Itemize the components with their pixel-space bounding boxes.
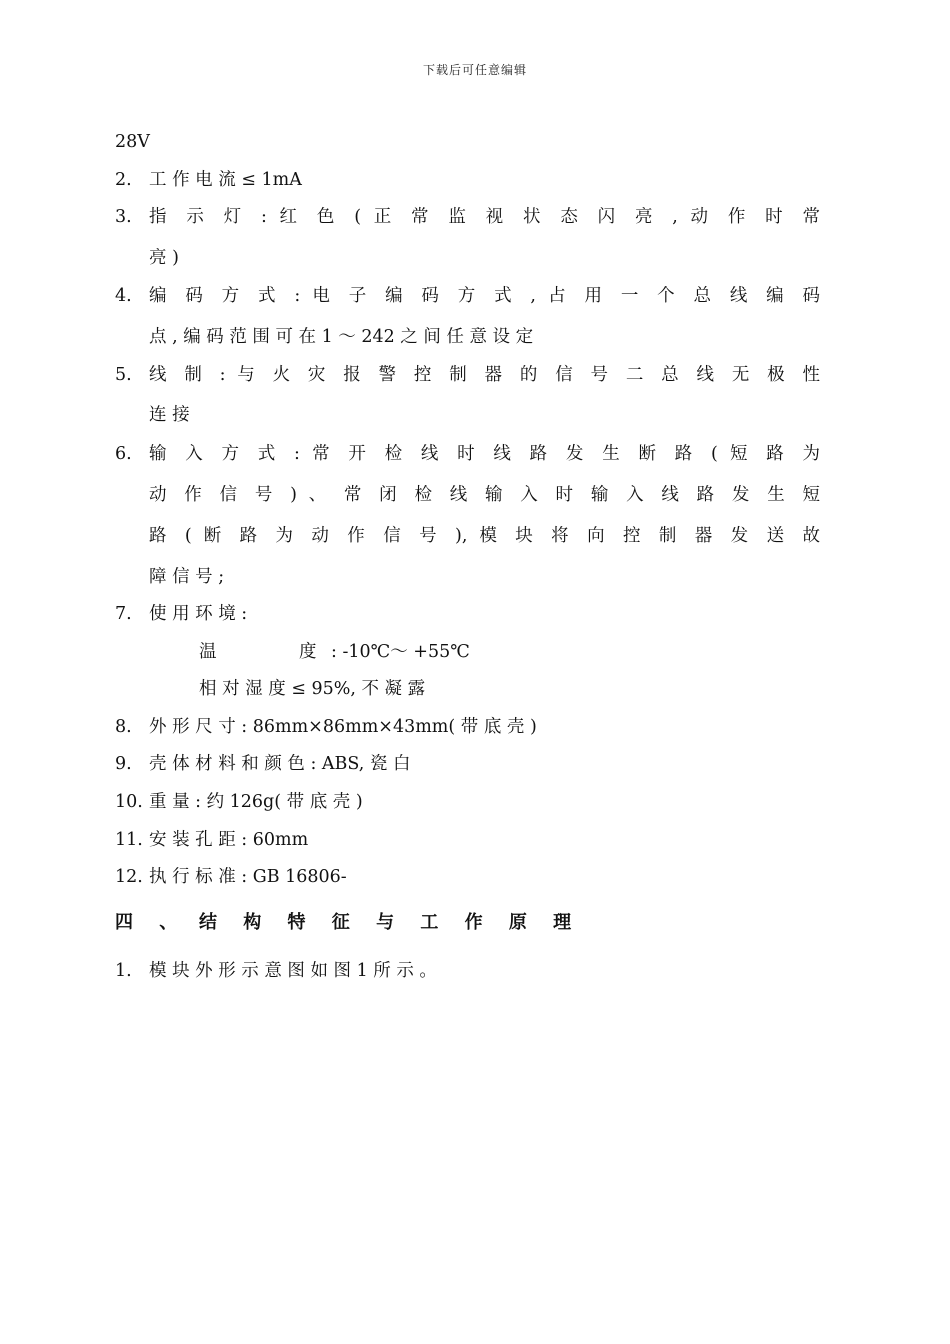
item-text: 输 入 方 式 : 常 开 检 线 时 线 路 发 生 断 路 ( 短 路 为	[149, 444, 820, 464]
item-number: 1.	[115, 961, 132, 981]
item-text: 工 作 电 流 ≤ 1mA	[149, 170, 302, 190]
item-4-cont: 点 , 编 码 范 围 可 在 1 ～ 242 之 间 任 意 设 定	[149, 327, 534, 347]
item-6-cont-1	[149, 484, 820, 506]
item-number: 3.	[115, 207, 132, 227]
item-text: 执 行 标 准 : GB 16806-	[149, 867, 347, 887]
item-text: 外 形 尺 寸 : 86mm×86mm×43mm( 带 底 壳 )	[149, 717, 537, 737]
item-number: 12.	[115, 867, 143, 887]
item-text: 动 作 信 号 ) 、 常 闭 检 线 输 入 时 输 入 线 路 发 生 短	[149, 485, 820, 505]
section-number: 四 、	[115, 912, 188, 933]
item-text: 模 块 外 形 示 意 图 如 图 1 所 示 。	[149, 961, 437, 981]
temperature-label-1: 温	[199, 642, 217, 662]
page-header: 下载后可任意编辑	[422, 63, 527, 77]
item-text: 编 码 方 式 : 电 子 编 码 方 式 , 占 用 一 个 总 线 编 码	[149, 286, 820, 306]
item-6-cont-2	[149, 525, 820, 547]
item-number: 6.	[115, 444, 132, 464]
item-number: 9.	[115, 754, 132, 774]
temperature-value: : -10℃～ +55℃	[331, 642, 470, 662]
item-number: 11.	[115, 830, 143, 850]
item-6-cont-3: 障 信 号 ;	[149, 567, 225, 587]
item-text: 安 装 孔 距 : 60mm	[149, 830, 309, 850]
item-3-cont: 亮 )	[149, 248, 179, 268]
item-text: 路 ( 断 路 为 动 作 信 号 ), 模 块 将 向 控 制 器 发 送 故	[149, 526, 820, 546]
section-title: 结 构 特 征 与 工 作 原 理	[199, 912, 582, 933]
item-number: 7.	[115, 604, 132, 624]
item-7-humidity: 相 对 湿 度 ≤ 95%, 不 凝 露	[199, 679, 426, 699]
item-text: 指 示 灯 : 红 色 ( 正 常 监 视 状 态 闪 亮 , 动 作 时 常	[149, 207, 820, 227]
item-number: 10.	[115, 792, 143, 812]
temperature-label-2: 度	[299, 642, 317, 662]
item-number: 2.	[115, 170, 132, 190]
item-text: 线 制 : 与 火 灾 报 警 控 制 器 的 信 号 二 总 线 无 极 性	[149, 365, 820, 385]
voltage-continuation: 28V	[115, 132, 150, 152]
item-number: 4.	[115, 286, 132, 306]
item-text: 重 量 : 约 126g( 带 底 壳 )	[149, 792, 363, 812]
item-number: 5.	[115, 365, 132, 385]
item-text: 壳 体 材 料 和 颜 色 : ABS, 瓷 白	[149, 754, 411, 774]
item-5-cont: 连 接	[149, 405, 190, 425]
item-text: 使 用 环 境 :	[149, 604, 248, 624]
item-number: 8.	[115, 717, 132, 737]
